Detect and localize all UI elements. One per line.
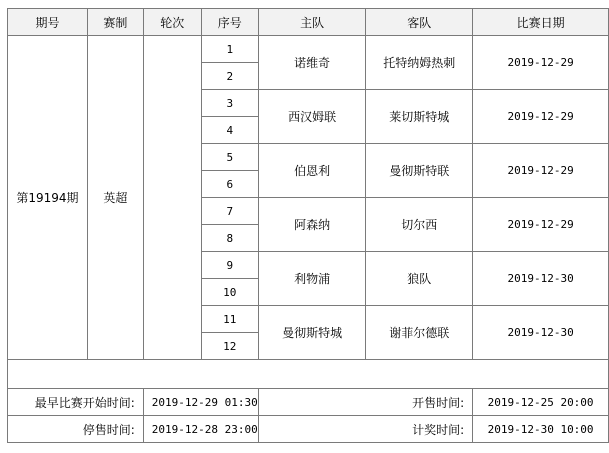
away-team-cell: 莱切斯特城 (366, 90, 473, 144)
award-time-label: 计奖时间: (258, 416, 472, 443)
away-team-cell: 曼彻斯特联 (366, 144, 473, 198)
award-time-value: 2019-12-30 10:00 (473, 416, 609, 443)
sale-start-label: 开售时间: (258, 389, 472, 416)
match-date-cell: 2019-12-29 (473, 144, 609, 198)
home-team-cell: 曼彻斯特城 (258, 306, 366, 360)
earliest-start-value: 2019-12-29 01:30 (143, 389, 258, 416)
away-team-cell: 托特纳姆热刺 (366, 36, 473, 90)
match-date-cell: 2019-12-29 (473, 198, 609, 252)
header-away: 客队 (366, 9, 473, 36)
header-seq: 序号 (201, 9, 258, 36)
header-home: 主队 (258, 9, 366, 36)
seq-cell: 4 (201, 117, 258, 144)
header-round: 轮次 (143, 9, 201, 36)
home-team-cell: 西汉姆联 (258, 90, 366, 144)
sale-stop-value: 2019-12-28 23:00 (143, 416, 258, 443)
earliest-start-label: 最早比赛开始时间: (8, 389, 144, 416)
spacer-row (8, 360, 609, 389)
seq-cell: 3 (201, 90, 258, 117)
away-team-cell: 谢菲尔德联 (366, 306, 473, 360)
seq-cell: 8 (201, 225, 258, 252)
seq-cell: 11 (201, 306, 258, 333)
seq-cell: 10 (201, 279, 258, 306)
table-row (8, 36, 609, 63)
lottery-schedule-table (7, 8, 609, 443)
info-row (8, 416, 609, 443)
match-date-cell: 2019-12-29 (473, 36, 609, 90)
header-period: 期号 (8, 9, 88, 36)
seq-cell: 2 (201, 63, 258, 90)
info-row (8, 389, 609, 416)
seq-cell: 9 (201, 252, 258, 279)
round-value (143, 36, 201, 360)
spacer-cell (8, 360, 609, 389)
league-value: 英超 (87, 36, 143, 360)
away-team-cell: 切尔西 (366, 198, 473, 252)
seq-cell: 1 (201, 36, 258, 63)
home-team-cell: 诺维奇 (258, 36, 366, 90)
match-date-cell: 2019-12-29 (473, 90, 609, 144)
header-league: 赛制 (87, 9, 143, 36)
table-header-row (8, 9, 609, 36)
home-team-cell: 利物浦 (258, 252, 366, 306)
seq-cell: 7 (201, 198, 258, 225)
match-date-cell: 2019-12-30 (473, 306, 609, 360)
sale-start-value: 2019-12-25 20:00 (473, 389, 609, 416)
seq-cell: 6 (201, 171, 258, 198)
header-date: 比赛日期 (473, 9, 609, 36)
seq-cell: 12 (201, 333, 258, 360)
seq-cell: 5 (201, 144, 258, 171)
period-value: 第19194期 (8, 36, 88, 360)
home-team-cell: 阿森纳 (258, 198, 366, 252)
away-team-cell: 狼队 (366, 252, 473, 306)
match-date-cell: 2019-12-30 (473, 252, 609, 306)
sale-stop-label: 停售时间: (8, 416, 144, 443)
home-team-cell: 伯恩利 (258, 144, 366, 198)
